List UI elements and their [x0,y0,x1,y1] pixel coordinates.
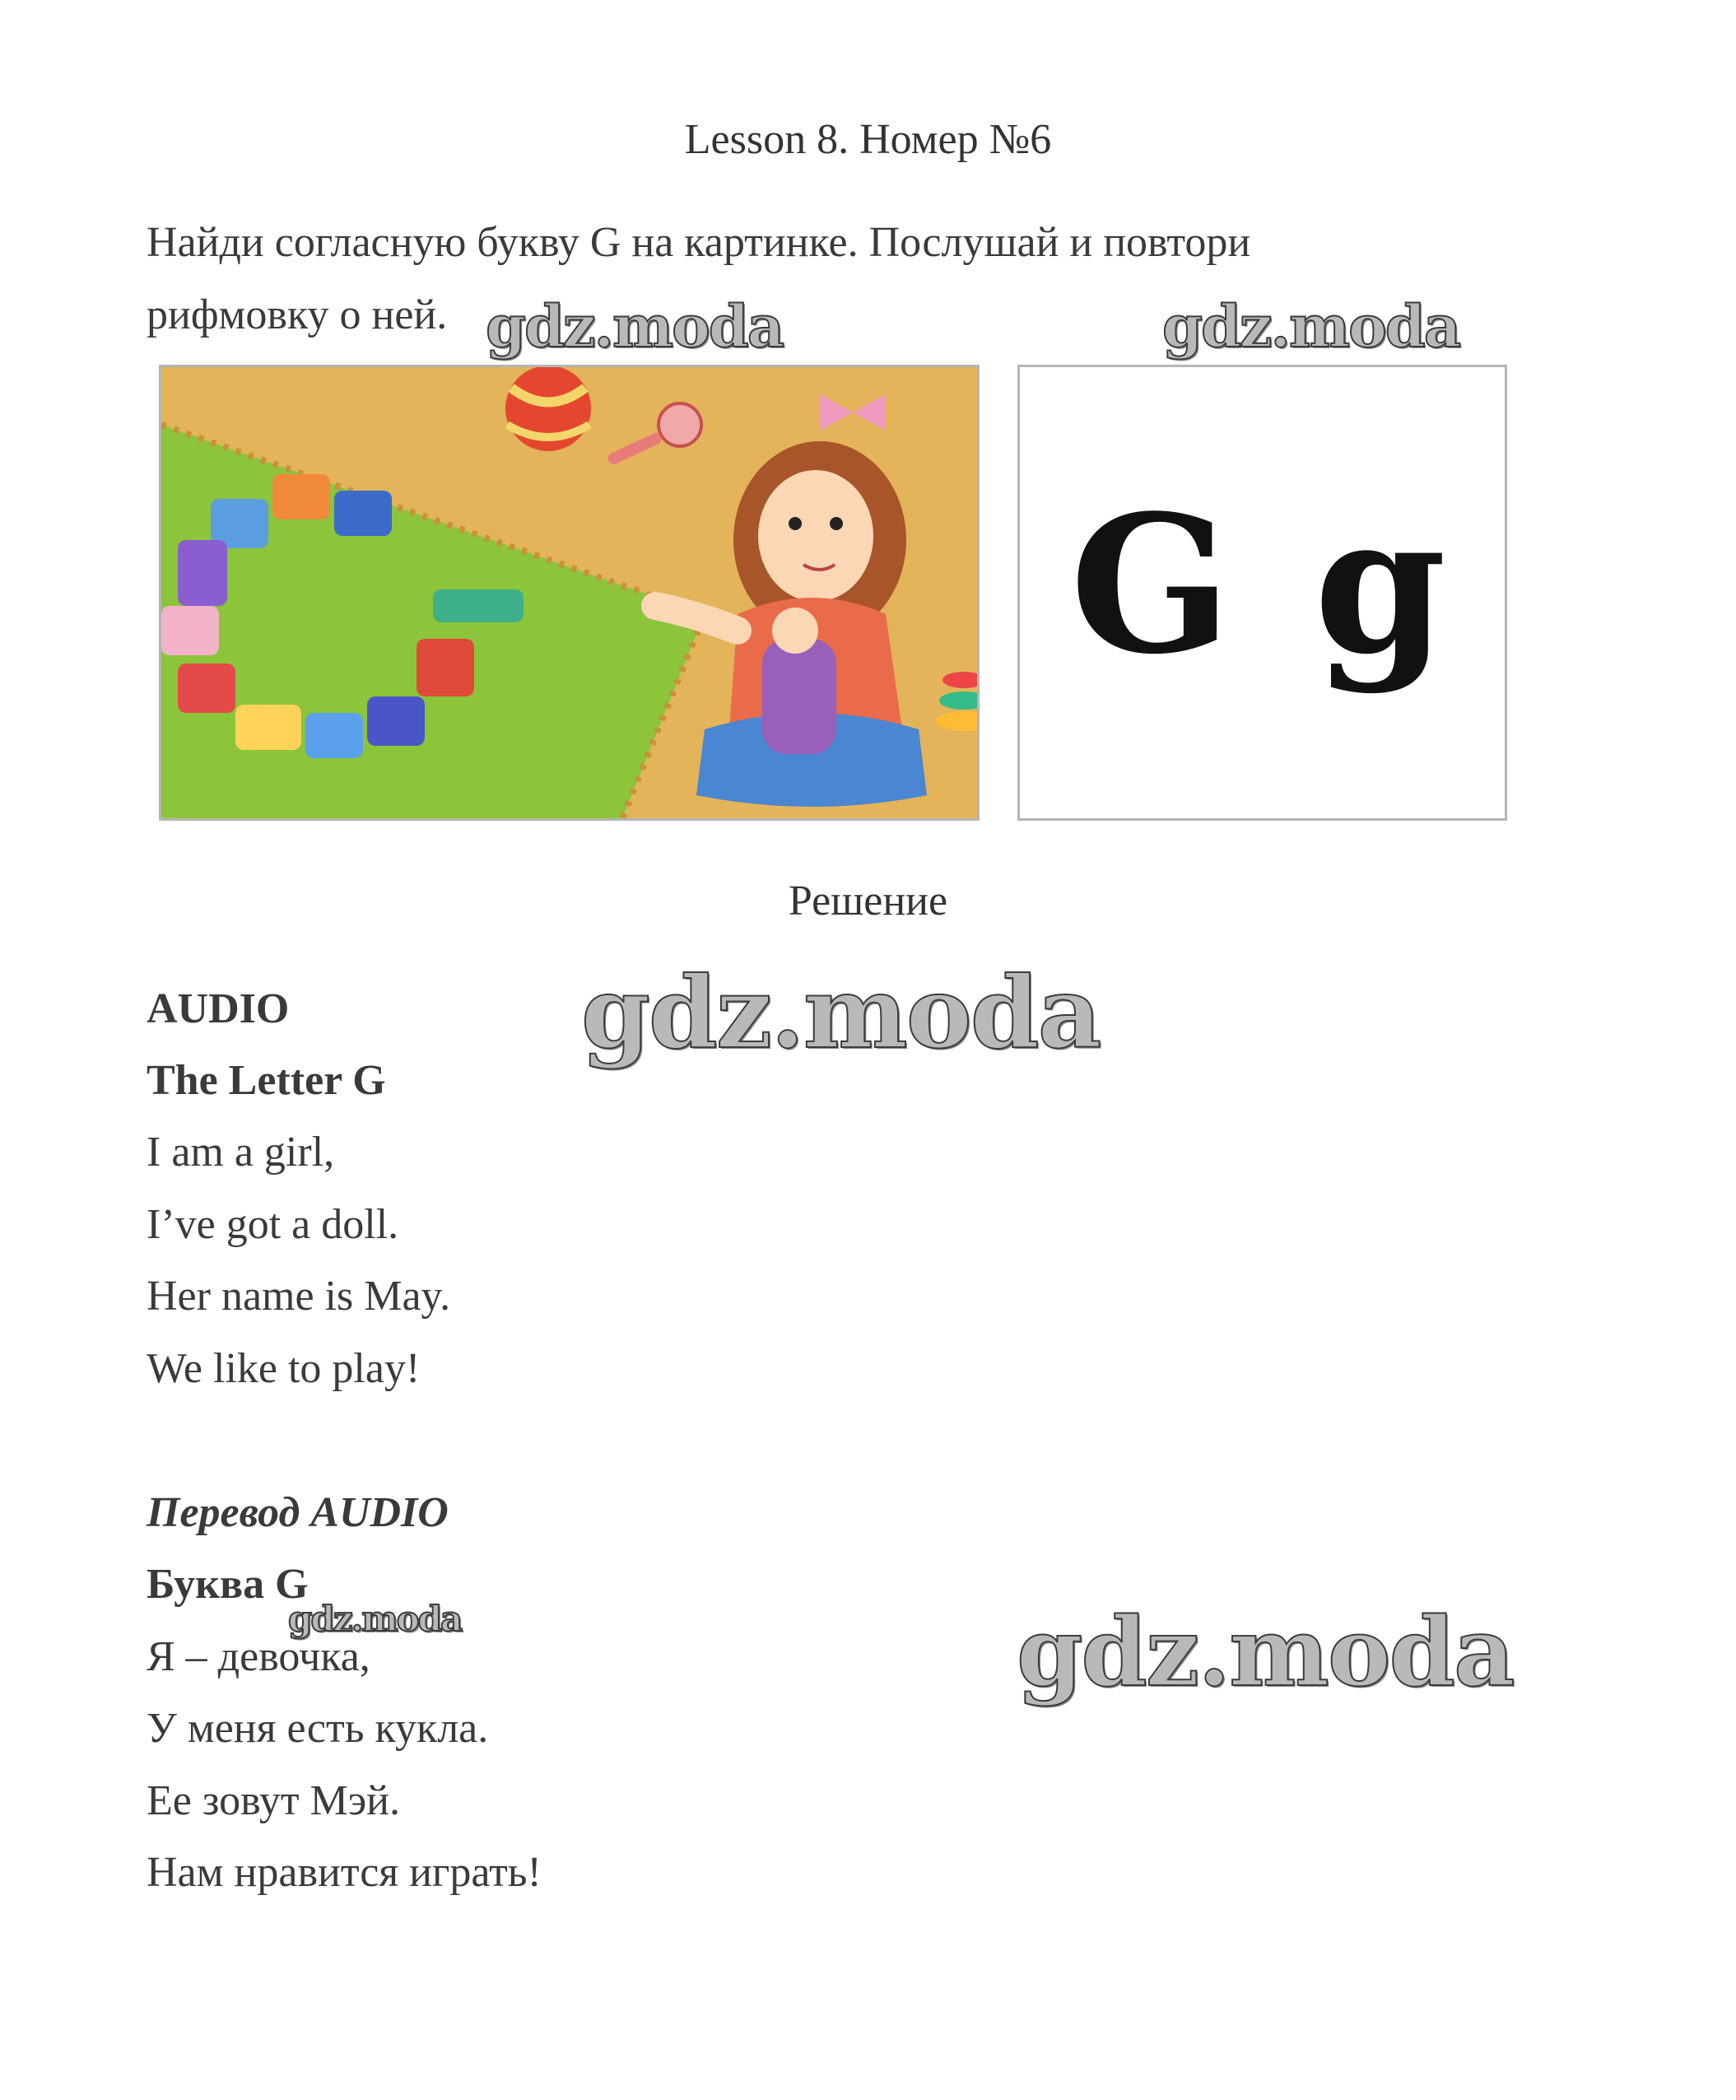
letter-card [1017,365,1507,821]
task-text-line-1: Найди согласную букву G на картинке. Послушай и повтори [147,219,1251,266]
illustration-girl-with-clothes [159,365,980,821]
watermark: gdz.moda [486,292,784,361]
watermark: gdz.moda [288,1599,462,1639]
translation-line-2: У меня есть кукла. [147,1705,489,1752]
translation-line-1: Я – девочка, [147,1633,370,1680]
translation-line-4: Нам нравится играть! [147,1849,542,1896]
translation-title: Буква G [147,1561,309,1608]
page-title: Lesson 8. Номер №6 [684,116,1052,163]
audio-line-1: I am a girl, [147,1129,335,1176]
letter-g-glyphs: G g [1069,474,1455,696]
watermark: gdz.moda [581,955,1101,1071]
audio-line-3: Her name is May. [147,1273,451,1320]
translation-label: Перевод AUDIO [147,1489,449,1536]
audio-title: The Letter G [147,1057,386,1104]
ball-icon [505,367,591,451]
audio-line-2: I’ve got a doll. [147,1201,399,1248]
watermark: gdz.moda [1162,292,1460,361]
audio-label: AUDIO [147,985,290,1032]
translation-line-3: Ее зовут Мэй. [147,1777,400,1824]
watermark: gdz.moda [1017,1597,1514,1708]
task-text-line-2: рифмовку о ней. [147,291,448,338]
audio-line-4: We like to play! [147,1345,421,1392]
solution-label: Решение [788,878,948,924]
